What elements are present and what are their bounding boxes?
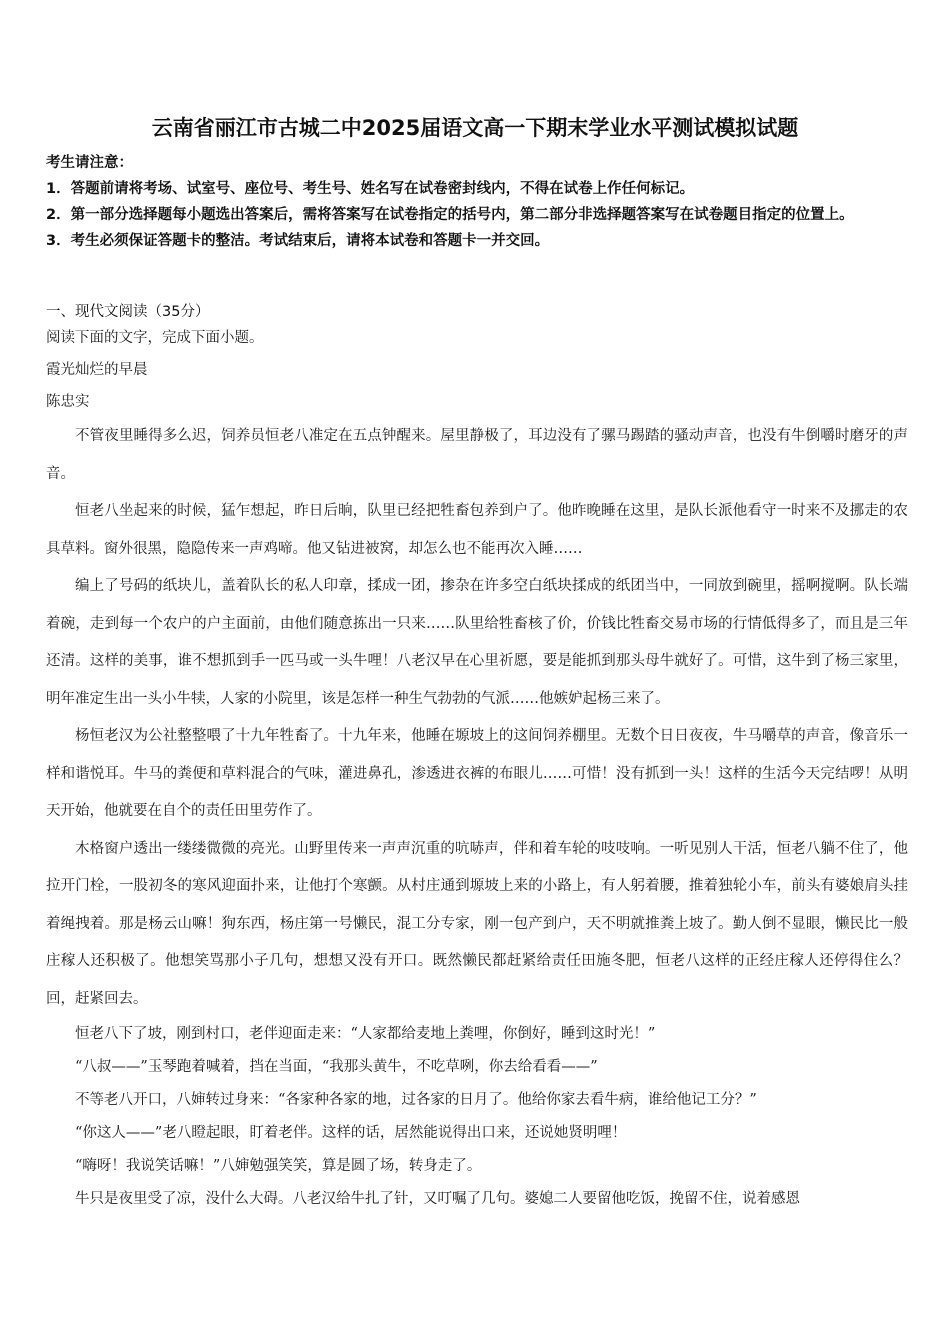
paragraph: 不管夜里睡得多么迟，饲养员恒老八准定在五点钟醒来。屋里静极了，耳边没有了骡马踢踏的骚动声音，也没有牛倒嚼时磨牙的声音。 — [46, 428, 908, 482]
paragraph: 杨恒老汉为公社整整喂了十九年牲畜了。十九年来，他睡在塬坡上的这间饲养棚里。无数个日日夜夜，牛马嚼草的声音，像音乐一样和谐悦耳。牛马的粪便和草料混合的气味，灌进鼻孔，渗透进衣裤的布眼儿……可惜！没有抓到一头！这样的生活今天完结啰！从明天开始，他就要在自个的责任田里劳作了。 — [46, 728, 908, 819]
dialogue-line: “嗨呀！我说笑话嘛！”八婶勉强笑笑，算是圆了场，转身走了。 — [75, 1158, 482, 1174]
paragraph-truncated: 牛只是夜里受了凉，没什么大碍。八老汉给牛扎了针，又叮嘱了几句。婆媳二人要留他吃饭，挽留不住，说着感恩 — [75, 1191, 800, 1207]
candidate-notice — [46, 150, 906, 254]
dialogue-line: “你这人——”老八瞪起眼，盯着老伴。这样的话，居然能说得出口来，还说她贤明哩！ — [75, 1125, 627, 1141]
dialogue-line: 恒老八下了坡，刚到村口，老伴迎面走来：“人家都给麦地上粪哩，你倒好，睡到这时光！” — [75, 1026, 656, 1042]
reading-passage — [46, 322, 908, 1216]
exam-title: 云南省丽江市古城二中2025届语文高一下期末学业水平测试模拟试题 — [151, 116, 799, 140]
paragraph: 恒老八坐起来的时候，猛乍想起，昨日后晌，队里已经把牲畜包养到户了。他昨晚睡在这里，是队长派他看守一时来不及挪走的农具草料。窗外很黑，隐隐传来一声鸡啼。他又钻进被窝，却怎么也不能再次入睡…… — [46, 503, 908, 557]
article-author: 陈忠实 — [46, 394, 90, 410]
dialogue-line: “八叔——”玉琴跑着喊着，挡在当面，“我那头黄牛，不吃草咧，你去给看看——” — [75, 1059, 598, 1075]
notice-heading: 考生请注意： — [46, 155, 133, 171]
notice-item-1: 1．答题前请将考场、试室号、座位号、考生号、姓名写在试卷密封线内，不得在试卷上作任何标记。 — [46, 181, 695, 197]
notice-item-2: 2．第一部分选择题每小题选出答案后，需将答案写在试卷指定的括号内，第二部分非选择题答案写在试卷题目指定的位置上。 — [46, 207, 854, 223]
article-title: 霞光灿烂的早晨 — [46, 362, 148, 378]
dialogue-line: 不等老八开口，八婶转过身来：“各家种各家的地，过各家的日月了。他给你家去看牛病，谁给他记工分？” — [75, 1092, 757, 1108]
section-title: 一、现代文阅读（35分） — [46, 304, 210, 320]
paragraph: 木格窗户透出一缕缕微微的亮光。山野里传来一声声沉重的吭哧声，伴和着车轮的吱吱响。一听见别人干活，恒老八躺不住了，他拉开门栓，一股初冬的寒风迎面扑来，让他打个寒颤。从村庄通到塬坡上来的小路上，有人躬着腰，推着独轮小车，前头有婆娘肩头挂着绳拽着。那是杨云山嘛！狗东西，杨庄第一号懒民，混工分专家，刚一包产到户，天不明就推粪上坡了。勤人倒不显眼，懒民比一般庄稼人还积极了。他想笑骂那小子几句，想想又没有开口。既然懒民都赶紧给责任田施冬肥，恒老八这样的正经庄稼人还停得住么？回，赶紧回去。 — [46, 840, 908, 1007]
notice-item-3: 3．考生必须保证答题卡的整洁。考试结束后，请将本试卷和答题卡一并交回。 — [46, 233, 550, 249]
reading-instruction: 阅读下面的文字，完成下面小题。 — [46, 330, 264, 346]
paragraph: 编上了号码的纸块儿，盖着队长的私人印章，揉成一团，掺杂在许多空白纸块揉成的纸团当中，一同放到碗里，摇啊搅啊。队长端着碗，走到每一个农户的户主面前，由他们随意拣出一只来……队里给牲畜核了价，价钱比牲畜交易市场的行情低得多了，而且是三年还清。这样的美事，谁不想抓到手一匹马或一头牛哩！八老汉早在心里祈愿，要是能抓到那头母牛就好了。可惜，这牛到了杨三家里，明年准定生出一头小牛犊，人家的小院里，该是怎样一种生气勃勃的气派……他嫉妒起杨三来了。 — [46, 578, 908, 707]
